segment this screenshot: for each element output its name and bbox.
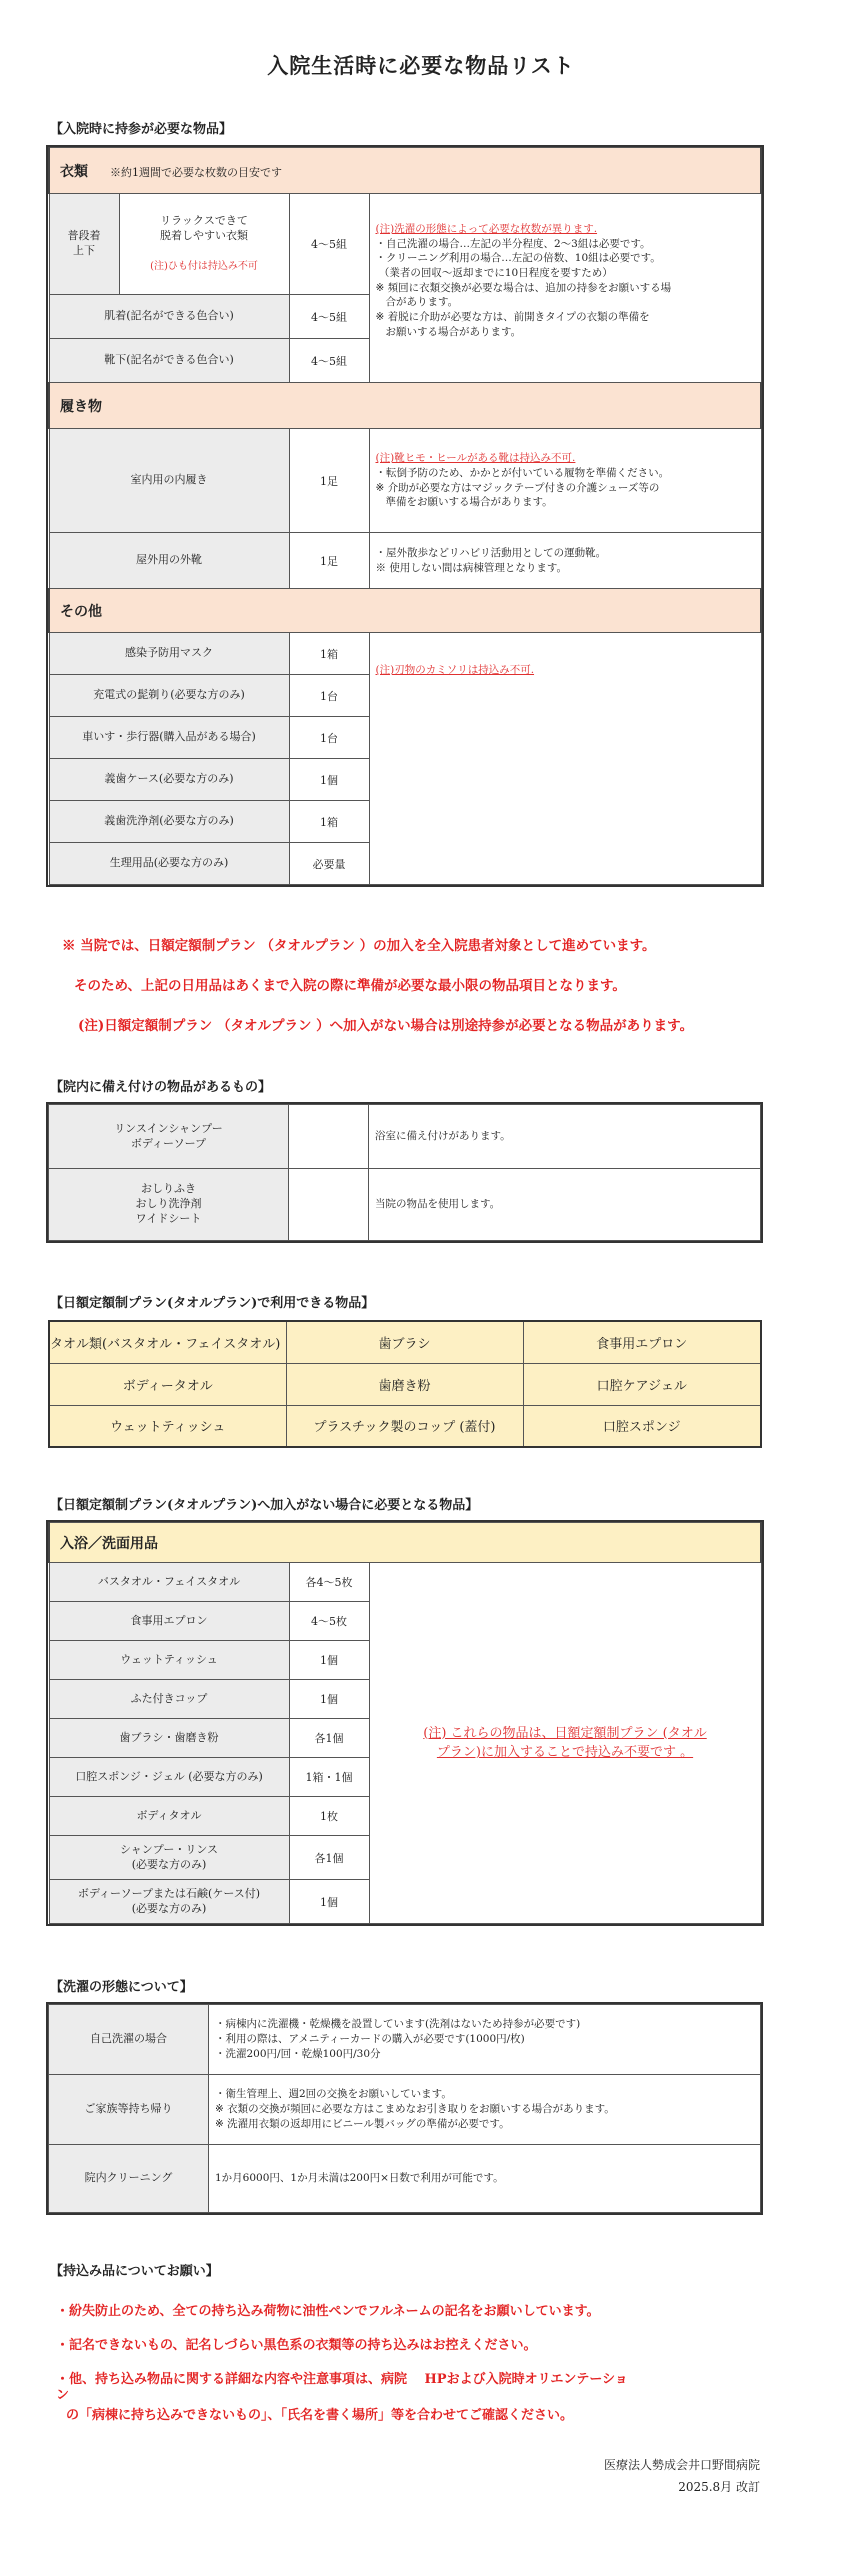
casualwear-desc: リラックスできて 脱着しやすい衣類	[160, 214, 248, 243]
others-item-qty: 1台	[289, 675, 369, 717]
others-item-qty: 1個	[289, 759, 369, 801]
section-heading-equipped: 【院内に備え付けの物品があるもの】	[50, 1080, 272, 1095]
indoor-shoes-label: 室内用の内履き	[49, 429, 289, 533]
indoor-shoes-note: (注)靴ヒモ・ヒールがある靴は持込み不可. ・転倒予防のため、かかとが付いている履物を準備ください。 ※ 介助が必要な方はマジックテープ付きの介護シューズ等の 準備をお願いする場合があります。	[369, 429, 761, 533]
others-item-label: 充電式の髭剃り(必要な方のみ)	[49, 675, 289, 717]
section-heading-requests: 【持込み品についてお願い】	[50, 2264, 219, 2279]
casualwear-label: 普段着 上下	[50, 194, 120, 294]
clothing-note-warning: (注)洗濯の形態によって必要な枚数が異ります.	[375, 223, 598, 235]
clothing-header: 衣類 ※約1週間で必要な枚数の目安です	[49, 148, 761, 194]
no-plan-item-label: ウェットティッシュ	[49, 1641, 289, 1680]
others-item-label: 感染予防用マスク	[49, 633, 289, 675]
laundry-type-label: 自己洗濯の場合	[49, 2005, 209, 2075]
laundry-type-note: 1か月6000円、1か月未満は200円×日数で利用が可能です。	[209, 2145, 761, 2213]
equipped-item-label: リンスインシャンプー ボディーソープ	[49, 1105, 289, 1169]
notice-line-2: そのため、上記の日用品はあくまで入院の際に準備が必要な最小限の物品項目となります。	[74, 978, 626, 994]
no-plan-item-qty: 1箱・1個	[289, 1758, 369, 1797]
towel-plan-item: ウェットティッシュ	[49, 1405, 286, 1447]
no-plan-item-label: バスタオル・フェイスタオル	[49, 1563, 289, 1602]
towel-plan-item: 歯磨き粉	[286, 1363, 523, 1405]
no-plan-item-label: ふた付きコップ	[49, 1680, 289, 1719]
no-plan-item-label: 歯ブラシ・歯磨き粉	[49, 1719, 289, 1758]
equipped-item-label: おしりふき おしり洗浄剤 ワイドシート	[49, 1169, 289, 1241]
others-item-label: 生理用品(必要な方のみ)	[49, 843, 289, 885]
no-plan-item-label: ボディタオル	[49, 1797, 289, 1836]
towel-plan-item: タオル類(バスタオル・フェイスタオル)	[49, 1321, 286, 1363]
no-plan-item-qty: 各4〜5枚	[289, 1563, 369, 1602]
section-heading-no-plan: 【日額定額制プラン(タオルプラン)へ加入がない場合に必要となる物品】	[50, 1498, 479, 1513]
no-plan-item-qty: 各1個	[289, 1719, 369, 1758]
no-plan-item-label: シャンプー・リンス (必要な方のみ)	[49, 1836, 289, 1880]
no-plan-item-qty: 各1個	[289, 1836, 369, 1880]
bring-items-table	[48, 147, 762, 885]
others-item-label: 義歯ケース(必要な方のみ)	[49, 759, 289, 801]
socks-qty: 4〜5組	[289, 339, 369, 383]
equipped-item-note: 浴室に備え付けがあります。	[369, 1105, 761, 1169]
clothing-note-body: ・自己洗濯の場合…左記の半分程度、2〜3組は必要です。 ・クリーニング利用の場合…左記の倍数、10組は必要です。 （業者の回収〜返却までに10日程度を要すため） ※ 頻回に衣類交換が必要な場合は、追加の持参をお願いする場 合があります。 ※ 着脱に介助が必要な方は、前開きタイプの衣類の準備を お願いする場合があります。	[375, 237, 672, 338]
others-item-qty: 1台	[289, 717, 369, 759]
towel-plan-item: 口腔スポンジ	[523, 1405, 761, 1447]
clothing-header-note: ※約1週間で必要な枚数の目安です	[110, 165, 282, 179]
no-plan-item-qty: 1個	[289, 1641, 369, 1680]
no-plan-item-qty: 4〜5枚	[289, 1602, 369, 1641]
no-plan-note: (注) これらの物品は、日額定額制プラン (タオル プラン)に加入することで持込み不要です 。	[369, 1563, 761, 1924]
no-plan-table	[48, 1522, 762, 1924]
request-line-4: の「病棟に持ち込みできないもの」、「氏名を書く場所」等を合わせてご確認ください。	[66, 2408, 574, 2423]
notice-line-3: (注)日額定額制プラン （タオルプラン ）へ加入がない場合は別途持参が必要となる物品があります。	[78, 1018, 694, 1034]
section-heading-towel-plan: 【日額定額制プラン(タオルプラン)で利用できる物品】	[50, 1296, 375, 1311]
request-line-3a: ・他、持ち込み物品に関する詳細な内容や注意事項は、病院 HPおよび入院時オリエンテーショ	[56, 2372, 628, 2387]
others-item-qty: 1箱	[289, 633, 369, 675]
equipped-table	[48, 1104, 761, 1241]
underwear-label: 肌着(記名ができる色合い)	[49, 295, 289, 339]
laundry-type-note: ・病棟内に洗濯機・乾燥機を設置しています(洗剤はないため持参が必要です) ・利用の際は、アメニティーカードの購入が必要です(1000円/枚) ・洗濯200円/回・乾燥100円/30分	[209, 2005, 761, 2075]
page-title: 入院生活時に必要な物品リスト	[267, 53, 575, 78]
footer-org: 医療法人勢成会井口野間病院	[603, 2458, 760, 2472]
towel-plan-item: プラスチック製のコップ (蓋付)	[286, 1405, 523, 1447]
notice-line-1: ※ 当院では、日額定額制プラン （タオルプラン ）の加入を全入院患者対象として進めています。	[62, 938, 656, 954]
towel-plan-item: ボディータオル	[49, 1363, 286, 1405]
towel-plan-item: 歯ブラシ	[286, 1321, 523, 1363]
laundry-table	[48, 2004, 761, 2213]
request-line-3b: ン	[56, 2388, 70, 2403]
no-plan-item-qty: 1枚	[289, 1797, 369, 1836]
no-plan-item-label: ボディーソープまたは石鹸(ケース付) (必要な方のみ)	[49, 1880, 289, 1924]
towel-plan-item: 食事用エプロン	[523, 1321, 761, 1363]
section-heading-bring: 【入院時に持参が必要な物品】	[50, 122, 233, 137]
outdoor-shoes-label: 屋外用の外靴	[49, 533, 289, 589]
laundry-type-note: ・衛生管理上、週2回の交換をお願いしています。 ※ 衣類の交換が頻回に必要な方はこまめなお引き取りをお願いする場合があります。 ※ 洗濯用衣類の返却用にビニール製バッグの準備が必要です。	[209, 2075, 761, 2145]
laundry-type-label: 院内クリーニング	[49, 2145, 209, 2213]
section-heading-laundry: 【洗濯の形態について】	[50, 1980, 193, 1995]
others-item-qty: 必要量	[289, 843, 369, 885]
request-line-2: ・記名できないもの、記名しづらい黒色系の衣類等の持ち込みはお控えください。	[56, 2338, 537, 2353]
no-plan-header: 入浴／洗面用品	[49, 1523, 761, 1563]
outdoor-shoes-note: ・屋外散歩などリハビリ活動用としての運動靴。 ※ 使用しない間は病棟管理となります。	[369, 533, 761, 589]
casualwear-qty: 4〜5組	[289, 194, 369, 295]
clothing-note	[369, 194, 761, 383]
others-item-label: 車いす・歩行器(購入品がある場合)	[49, 717, 289, 759]
others-header: その他	[49, 589, 761, 633]
no-plan-item-qty: 1個	[289, 1680, 369, 1719]
towel-plan-table	[48, 1320, 762, 1448]
request-line-1: ・紛失防止のため、全ての持ち込み荷物に油性ペンでフルネームの記名をお願いしています。	[56, 2304, 600, 2319]
casualwear-warning: (注)ひも付は持込み不可	[150, 261, 258, 273]
clothing-casualwear-cell	[49, 194, 289, 295]
no-plan-item-label: 食事用エプロン	[49, 1602, 289, 1641]
indoor-shoes-qty: 1足	[289, 429, 369, 533]
laundry-type-label: ご家族等持ち帰り	[49, 2075, 209, 2145]
footer-date: 2025.8月 改訂	[678, 2480, 760, 2494]
underwear-qty: 4〜5組	[289, 295, 369, 339]
others-item-label: 義歯洗浄剤(必要な方のみ)	[49, 801, 289, 843]
outdoor-shoes-qty: 1足	[289, 533, 369, 589]
towel-plan-item: 口腔ケアジェル	[523, 1363, 761, 1405]
others-note: (注)刃物のカミソリは持込み不可.	[369, 633, 761, 885]
equipped-item-note: 当院の物品を使用します。	[369, 1169, 761, 1241]
others-item-qty: 1箱	[289, 801, 369, 843]
no-plan-item-label: 口腔スポンジ・ジェル (必要な方のみ)	[49, 1758, 289, 1797]
footwear-header: 履き物	[49, 383, 761, 429]
socks-label: 靴下(記名ができる色合い)	[49, 339, 289, 383]
no-plan-item-qty: 1個	[289, 1880, 369, 1924]
